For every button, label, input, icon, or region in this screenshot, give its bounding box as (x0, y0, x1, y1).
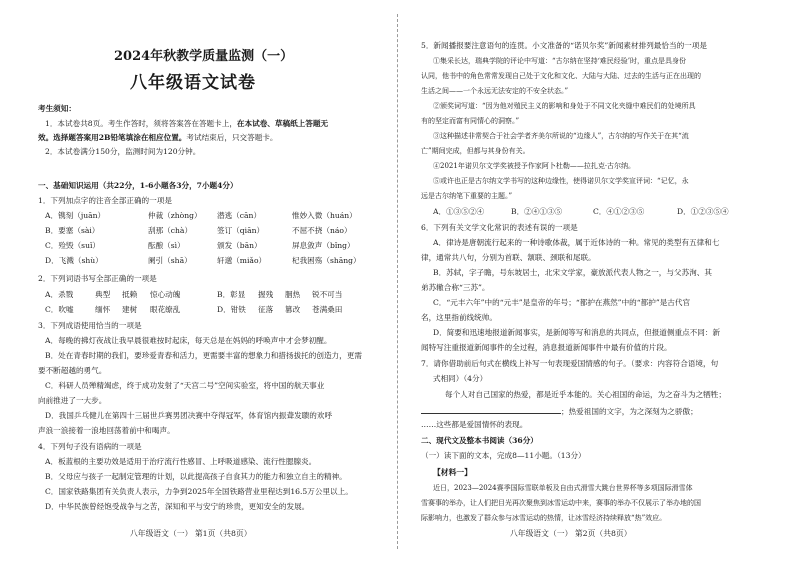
notice-line1-cont: 效。选择题答案用2B铅笔填涂在相应位置。考试结束后，只交答题卡。 (38, 133, 278, 142)
q1-option-a-1: A．镌刻（juān） (45, 211, 106, 220)
q2-option-a-4: 惊心动魄 (150, 290, 181, 299)
q4-stem: 4．下列句子没有语病的一项是 (38, 442, 142, 451)
exam-title: 2024年秋教学质量监测（一） (114, 49, 294, 64)
q5-sentence-2: ②颁奖词写道：“因为他对殖民主义的影响和身处于不同文化夹缝中难民们的处境所具 (433, 102, 696, 110)
q1-option-a-3: 潜逃（cān） (217, 211, 262, 220)
q3-option-a: A．每晚的拂灯夜战让我早晨很难按时起床，每天总是在妈妈的呼唤声中才会梦初醒。 (45, 336, 332, 345)
q2-option-a-2: 典型 (95, 290, 111, 299)
q7-answer-blank[interactable] (421, 405, 561, 414)
q1-option-d-2: 阑引（shā） (148, 256, 192, 265)
q2-option-c-3: 建树 (122, 305, 138, 314)
q1-option-b-1: B．要塞（sài） (45, 226, 100, 235)
q2-option-d-1: D．钳铁 (217, 305, 246, 314)
q6-option-b-cont: 弟苏辙合称“三苏”。 (421, 283, 490, 292)
q3-option-b-cont: 要不断超越的勇气。 (38, 366, 107, 375)
q1-option-d-1: D．飞溅（shù） (45, 256, 103, 265)
q2-option-b-1: B．彰显 (217, 290, 246, 299)
q5-sentence-2-cont: 有的坚定而富有同情心的洞察。” (421, 117, 520, 125)
q5-sentence-5-cont: 远是古尔纳笔下重要的主题。” (421, 192, 513, 200)
section1-heading: 一、基础知识运用（共22分，1-6小题各3分，7小题4分） (38, 181, 238, 190)
material-one-title: 【材料一】 (433, 468, 472, 477)
q3-option-c-cont: 向前推进了一大步。 (38, 396, 107, 405)
q5-sentence-4: ④2021年诺贝尔文学奖被授予作家阿卜杜勒——拉扎克·古尔纳。 (433, 162, 636, 170)
q2-option-d-4: 苍满桑田 (312, 305, 343, 314)
section2-subheading: （一）读下面的文本，完成8—11小题。（13分） (421, 451, 586, 460)
q1-option-b-3: 签订（qiān） (217, 226, 265, 235)
q7-context-line1: 每个人对自己国家的热爱，都是近乎本能的。关心祖国的命运，为之奋斗为之牺牲； (445, 390, 726, 399)
q6-option-b: B．苏轼，字子瞻，号东坡居士，北宋文学家，豪放派代表人物之一，与父苏洵、其 (433, 268, 712, 277)
q2-option-b-3: 胭热 (285, 290, 301, 299)
q7-stem: 7．请你借助前后句式在横线上补写一句表现爱国情感的句子。（要求：内容符合语境，句 (421, 359, 719, 368)
notice-line1: 1．本试卷共8页。考生作答时，须将答案答在答题卡上，在本试卷、草稿纸上答题无 (45, 119, 329, 128)
material-one-para-1: 近日，2023—2024赛季国际雪联单板及自由式滑雪大跳台世界杯等多项国际滑雪体 (433, 484, 693, 492)
q2-option-c-4: 眼花缭乱 (150, 305, 181, 314)
q6-option-d: D．简要和迅速地报道新闻事实，是新闻等写和消息的共同点，但报道侧重点不同：新 (433, 328, 721, 337)
q6-option-a-cont: 律，通常共八句，分别为首联、颔联、颈联和尾联。 (421, 253, 596, 262)
right-page-footer: 八年级语文（一） 第2页（共8页） (510, 529, 632, 538)
q1-option-a-2: 仲裁（zhòng） (148, 211, 202, 220)
q1-option-b-4: 不屈不挠（náo） (292, 226, 352, 235)
q4-option-b: B．父母应与孩子一起制定管理的计划，以此提高孩子自食其力的能力和独立自主的精神。 (45, 472, 347, 481)
right-page (397, 0, 794, 561)
q1-option-a-4: 惟妙入微（huán） (292, 211, 357, 220)
q5-option-a: A．①③⑤②④ (433, 207, 485, 216)
q2-option-c-1: C．吹嘘 (45, 305, 74, 314)
q6-stem: 6．下列有关文学文化常识的表述有误的一项是 (421, 223, 578, 232)
q1-stem: 1．下列加点字的注音全部正确的一项是 (38, 196, 172, 205)
material-one-para-2: 雪赛事的举办，让人们把目光再次聚焦到冰雪运动中来，赛事的举办不仅展示了举办地的国 (421, 499, 701, 507)
q5-option-c: C．④①②③⑤ (593, 207, 645, 216)
q7-context-line2: ；热爱祖国的文字，为之深刻为之骄傲； (421, 405, 698, 417)
q5-option-b: B．②④①③⑤ (511, 207, 563, 216)
q4-option-d: D．中华民族曾经饱受战争与之苦，深知和平与安宁的珍贵，更知安全的发展。 (45, 502, 310, 511)
q1-option-c-2: 酝酿（sì） (148, 241, 185, 250)
q1-option-d-3: 轩邈（miǎo） (217, 256, 267, 265)
q6-option-c: C．“元丰六年”中的“元丰”是皇帝的年号；“都护在燕然”中的“都护”是古代官 (433, 298, 691, 307)
q6-option-c-cont: 名，这里指前线统帅。 (421, 313, 497, 322)
q6-option-a: A．律诗是唐朝流行起来的一种诗歌体裁，属于近体诗的一种。常见的类型有五律和七 (433, 238, 720, 247)
q2-option-a-1: A．杀戮 (45, 290, 74, 299)
q3-option-d: D．我国乒乓健儿在第四十三届世乒赛男团决赛中夺得冠军，体育馆内振聋发聩的欢呼 (45, 411, 333, 420)
q7-stem-cont: 式相同）（4分） (433, 374, 488, 383)
q2-option-d-3: 篡改 (285, 305, 301, 314)
q5-option-d: D．①②③⑤④ (677, 207, 729, 216)
q5-sentence-1: ①集采长达，瑞典学院的评论中写道：“古尔纳在坚持‘难民经验’时，重点是具身份 (433, 57, 687, 65)
q7-context-line3: ……这些都是爱国情怀的表现。 (421, 420, 528, 429)
q1-option-c-4: 屏息敛声（bǐng） (292, 241, 355, 250)
q2-option-b-2: 握残 (258, 290, 274, 299)
q4-option-a: A．板蓝根的主要功效是适用于治疗流行性感冒、上呼吸道感染、流行性腮腺炎。 (45, 457, 317, 466)
q5-stem: 5．新闻播报要注意语句的连贯。小文准备的“诺贝尔奖”新闻素材排列最恰当的一项是 (421, 41, 707, 50)
q1-option-c-3: 颁发（bān） (217, 241, 262, 250)
q4-option-c: C．国家铁路集团有关负责人表示，力争到2025年全国铁路营业里程达到16.5万公里以上。 (45, 487, 353, 496)
q3-option-d-cont: 声浪一浪接着一浪地回荡着前中和喝声。 (38, 426, 175, 435)
q2-option-c-2: 缅怀 (95, 305, 111, 314)
q1-option-d-4: 杞我困殇（shāng） (292, 256, 361, 265)
q6-option-d-cont: 闻特写注重报道新闻事件的全过程，消息报道新闻事件中最有价值的片段。 (421, 343, 672, 352)
q2-stem: 2．下列词语书写全部正确的一项是 (38, 274, 157, 283)
q2-option-d-2: 征落 (258, 305, 274, 314)
q2-option-a-3: 抵赖 (122, 290, 138, 299)
section2-heading: 二、现代文及整本书阅读（36分） (421, 436, 538, 445)
q5-sentence-5: ⑤或许也正是古尔纳文学书写的这种边缘性，使得诺贝尔文学奖宣评词：“记忆，永 (433, 177, 689, 185)
notice-line2: 2．本试卷满分150分，监测时间为120分钟。 (45, 147, 201, 156)
q3-option-c: C．科研人员殚精竭虑，终于成功发射了“天宫二号”空间实验室，将中国的航天事业 (45, 381, 325, 390)
q5-sentence-3: ③这种描述非常契合于社会学者齐美尔所说的“边缘人”，古尔纳的写作关于在其“流 (433, 132, 689, 140)
left-page-footer: 八年级语文（一） 第1页（共8页） (130, 529, 252, 538)
notice-heading: 考生须知： (38, 104, 76, 113)
q3-option-b: B．处在青春时期的我们，要珍爱青春和活力，更需要丰富的想象力和措扬拔托的创造力，更需 (45, 351, 362, 360)
q1-option-b-2: 刮那（chà） (148, 226, 193, 235)
q3-stem: 3．下列成语使用恰当的一项是 (38, 321, 142, 330)
exam-subtitle: 八年级语文试卷 (130, 73, 256, 93)
q5-sentence-1-end: 生活之间——一个永远无法安定的不安全状态。” (421, 87, 569, 95)
q5-sentence-1-cont: 认同，他书中的角色常常发现自己处于文化和文化、大陆与大陆、过去的生活与正在出现的 (421, 72, 701, 80)
q1-option-c-1: C．殓毁（suǐ） (45, 241, 100, 250)
material-one-para-3: 际影响力，也激发了群众参与冰雪运动的热情，让冰雪经济持续释放“热”效应。 (421, 514, 667, 522)
q2-option-b-4: 锐不可当 (312, 290, 343, 299)
q5-sentence-3-cont: 亡”期间完成，但都与其身份有关。 (421, 147, 530, 155)
